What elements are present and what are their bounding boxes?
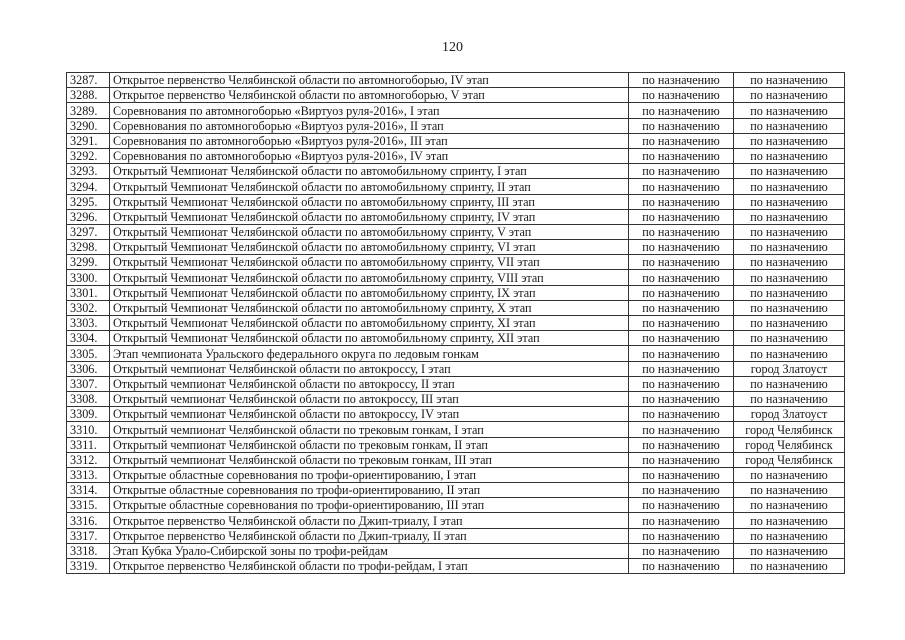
row-number: 3311. bbox=[67, 437, 110, 452]
event-location: по назначению bbox=[734, 528, 845, 543]
table-row bbox=[67, 407, 845, 422]
row-number: 3301. bbox=[67, 285, 110, 300]
event-dates: по назначению bbox=[629, 498, 734, 513]
table-row bbox=[67, 88, 845, 103]
table-row bbox=[67, 346, 845, 361]
table-row bbox=[67, 498, 845, 513]
table-row bbox=[67, 467, 845, 482]
event-dates: по назначению bbox=[629, 376, 734, 391]
table-row bbox=[67, 118, 845, 133]
event-location: город Златоуст bbox=[734, 407, 845, 422]
event-location: по назначению bbox=[734, 73, 845, 88]
row-number: 3313. bbox=[67, 467, 110, 482]
event-name: Открытые областные соревнования по трофи-ориентированию, III этап bbox=[110, 498, 629, 513]
event-location: по назначению bbox=[734, 346, 845, 361]
event-location: по назначению bbox=[734, 179, 845, 194]
event-name: Открытое первенство Челябинской области по трофи-рейдам, I этап bbox=[110, 559, 629, 574]
event-name: Открытый Чемпионат Челябинской области по автомобильному спринту, XII этап bbox=[110, 331, 629, 346]
event-name: Открытый Чемпионат Челябинской области по автомобильному спринту, VII этап bbox=[110, 255, 629, 270]
row-number: 3292. bbox=[67, 148, 110, 163]
event-location: по назначению bbox=[734, 194, 845, 209]
event-dates: по назначению bbox=[629, 164, 734, 179]
table-row bbox=[67, 103, 845, 118]
row-number: 3312. bbox=[67, 452, 110, 467]
event-location: по назначению bbox=[734, 103, 845, 118]
event-dates: по назначению bbox=[629, 209, 734, 224]
events-table-body bbox=[67, 73, 845, 574]
event-dates: по назначению bbox=[629, 559, 734, 574]
event-name: Открытое первенство Челябинской области по Джип-триалу, II этап bbox=[110, 528, 629, 543]
event-location: по назначению bbox=[734, 498, 845, 513]
event-name: Открытый чемпионат Челябинской области по трековым гонкам, III этап bbox=[110, 452, 629, 467]
event-name: Открытый чемпионат Челябинской области по автокроссу, IV этап bbox=[110, 407, 629, 422]
event-location: по назначению bbox=[734, 300, 845, 315]
row-number: 3299. bbox=[67, 255, 110, 270]
table-row bbox=[67, 270, 845, 285]
table-row bbox=[67, 73, 845, 88]
table-row bbox=[67, 148, 845, 163]
event-dates: по назначению bbox=[629, 422, 734, 437]
event-dates: по назначению bbox=[629, 452, 734, 467]
table-row bbox=[67, 194, 845, 209]
event-dates: по назначению bbox=[629, 391, 734, 406]
row-number: 3289. bbox=[67, 103, 110, 118]
event-location: по назначению bbox=[734, 224, 845, 239]
event-location: город Челябинск bbox=[734, 437, 845, 452]
event-dates: по назначению bbox=[629, 331, 734, 346]
event-name: Этап чемпионата Уральского федерального округа по ледовым гонкам bbox=[110, 346, 629, 361]
row-number: 3307. bbox=[67, 376, 110, 391]
event-dates: по назначению bbox=[629, 437, 734, 452]
row-number: 3294. bbox=[67, 179, 110, 194]
table-row bbox=[67, 452, 845, 467]
event-name: Открытый чемпионат Челябинской области по автокроссу, II этап bbox=[110, 376, 629, 391]
event-location: по назначению bbox=[734, 240, 845, 255]
table-row bbox=[67, 255, 845, 270]
row-number: 3306. bbox=[67, 361, 110, 376]
event-dates: по назначению bbox=[629, 407, 734, 422]
row-number: 3296. bbox=[67, 209, 110, 224]
table-row bbox=[67, 422, 845, 437]
row-number: 3319. bbox=[67, 559, 110, 574]
event-name: Соревнования по автомногоборью «Виртуоз руля-2016», II этап bbox=[110, 118, 629, 133]
event-location: по назначению bbox=[734, 118, 845, 133]
event-name: Открытое первенство Челябинской области по автомногоборью, V этап bbox=[110, 88, 629, 103]
event-dates: по назначению bbox=[629, 285, 734, 300]
event-dates: по назначению bbox=[629, 88, 734, 103]
event-location: по назначению bbox=[734, 391, 845, 406]
event-name: Соревнования по автомногоборью «Виртуоз руля-2016», I этап bbox=[110, 103, 629, 118]
table-row bbox=[67, 133, 845, 148]
event-dates: по назначению bbox=[629, 316, 734, 331]
row-number: 3291. bbox=[67, 133, 110, 148]
event-name: Открытый Чемпионат Челябинской области по автомобильному спринту, X этап bbox=[110, 300, 629, 315]
row-number: 3315. bbox=[67, 498, 110, 513]
event-name: Открытые областные соревнования по трофи-ориентированию, II этап bbox=[110, 483, 629, 498]
row-number: 3302. bbox=[67, 300, 110, 315]
event-name: Открытый Чемпионат Челябинской области по автомобильному спринту, VIII этап bbox=[110, 270, 629, 285]
event-dates: по назначению bbox=[629, 148, 734, 163]
event-name: Этап Кубка Урало-Сибирской зоны по трофи-рейдам bbox=[110, 543, 629, 558]
table-row bbox=[67, 285, 845, 300]
event-name: Открытый Чемпионат Челябинской области по автомобильному спринту, II этап bbox=[110, 179, 629, 194]
event-dates: по назначению bbox=[629, 118, 734, 133]
table-row bbox=[67, 559, 845, 574]
table-row bbox=[67, 391, 845, 406]
event-location: по назначению bbox=[734, 543, 845, 558]
event-dates: по назначению bbox=[629, 467, 734, 482]
event-location: по назначению bbox=[734, 559, 845, 574]
event-location: по назначению bbox=[734, 133, 845, 148]
table-row bbox=[67, 543, 845, 558]
row-number: 3293. bbox=[67, 164, 110, 179]
event-dates: по назначению bbox=[629, 224, 734, 239]
event-name: Соревнования по автомногоборью «Виртуоз руля-2016», III этап bbox=[110, 133, 629, 148]
table-row bbox=[67, 483, 845, 498]
event-dates: по назначению bbox=[629, 346, 734, 361]
row-number: 3316. bbox=[67, 513, 110, 528]
event-name: Открытый Чемпионат Челябинской области по автомобильному спринту, I этап bbox=[110, 164, 629, 179]
row-number: 3288. bbox=[67, 88, 110, 103]
event-location: по назначению bbox=[734, 255, 845, 270]
row-number: 3309. bbox=[67, 407, 110, 422]
page-number: 120 bbox=[442, 40, 463, 55]
event-name: Открытый Чемпионат Челябинской области по автомобильному спринту, III этап bbox=[110, 194, 629, 209]
row-number: 3318. bbox=[67, 543, 110, 558]
event-name: Открытые областные соревнования по трофи-ориентированию, I этап bbox=[110, 467, 629, 482]
event-name: Открытый чемпионат Челябинской области по трековым гонкам, II этап bbox=[110, 437, 629, 452]
table-row bbox=[67, 528, 845, 543]
row-number: 3297. bbox=[67, 224, 110, 239]
event-dates: по назначению bbox=[629, 528, 734, 543]
event-location: по назначению bbox=[734, 285, 845, 300]
table-row bbox=[67, 513, 845, 528]
row-number: 3305. bbox=[67, 346, 110, 361]
row-number: 3314. bbox=[67, 483, 110, 498]
event-location: по назначению bbox=[734, 513, 845, 528]
event-location: по назначению bbox=[734, 316, 845, 331]
row-number: 3303. bbox=[67, 316, 110, 331]
event-dates: по назначению bbox=[629, 543, 734, 558]
event-dates: по назначению bbox=[629, 73, 734, 88]
event-location: по назначению bbox=[734, 483, 845, 498]
event-dates: по назначению bbox=[629, 513, 734, 528]
row-number: 3298. bbox=[67, 240, 110, 255]
table-row bbox=[67, 240, 845, 255]
event-location: по назначению bbox=[734, 467, 845, 482]
event-location: по назначению bbox=[734, 376, 845, 391]
event-location: по назначению bbox=[734, 270, 845, 285]
table-row bbox=[67, 331, 845, 346]
event-dates: по назначению bbox=[629, 179, 734, 194]
event-location: по назначению bbox=[734, 88, 845, 103]
event-name: Открытый Чемпионат Челябинской области по автомобильному спринту, XI этап bbox=[110, 316, 629, 331]
table-row bbox=[67, 164, 845, 179]
row-number: 3287. bbox=[67, 73, 110, 88]
event-name: Открытый Чемпионат Челябинской области по автомобильному спринту, IV этап bbox=[110, 209, 629, 224]
row-number: 3295. bbox=[67, 194, 110, 209]
table-row bbox=[67, 209, 845, 224]
table-row bbox=[67, 300, 845, 315]
event-location: по назначению bbox=[734, 164, 845, 179]
row-number: 3300. bbox=[67, 270, 110, 285]
event-dates: по назначению bbox=[629, 361, 734, 376]
table-row bbox=[67, 361, 845, 376]
event-location: по назначению bbox=[734, 331, 845, 346]
event-dates: по назначению bbox=[629, 103, 734, 118]
table-row bbox=[67, 316, 845, 331]
event-dates: по назначению bbox=[629, 240, 734, 255]
events-table bbox=[66, 72, 845, 574]
event-dates: по назначению bbox=[629, 194, 734, 209]
event-name: Соревнования по автомногоборью «Виртуоз руля-2016», IV этап bbox=[110, 148, 629, 163]
event-location: по назначению bbox=[734, 209, 845, 224]
row-number: 3308. bbox=[67, 391, 110, 406]
event-name: Открытый чемпионат Челябинской области по автокроссу, III этап bbox=[110, 391, 629, 406]
event-dates: по назначению bbox=[629, 300, 734, 315]
event-name: Открытый чемпионат Челябинской области по трековым гонкам, I этап bbox=[110, 422, 629, 437]
row-number: 3290. bbox=[67, 118, 110, 133]
event-name: Открытое первенство Челябинской области по Джип-триалу, I этап bbox=[110, 513, 629, 528]
event-name: Открытое первенство Челябинской области по автомногоборью, IV этап bbox=[110, 73, 629, 88]
event-name: Открытый Чемпионат Челябинской области по автомобильному спринту, IX этап bbox=[110, 285, 629, 300]
event-name: Открытый чемпионат Челябинской области по автокроссу, I этап bbox=[110, 361, 629, 376]
event-location: город Златоуст bbox=[734, 361, 845, 376]
row-number: 3310. bbox=[67, 422, 110, 437]
table-row bbox=[67, 437, 845, 452]
table-row bbox=[67, 224, 845, 239]
event-location: город Челябинск bbox=[734, 422, 845, 437]
table-row bbox=[67, 179, 845, 194]
event-location: город Челябинск bbox=[734, 452, 845, 467]
event-dates: по назначению bbox=[629, 133, 734, 148]
row-number: 3304. bbox=[67, 331, 110, 346]
event-name: Открытый Чемпионат Челябинской области по автомобильному спринту, VI этап bbox=[110, 240, 629, 255]
event-dates: по назначению bbox=[629, 270, 734, 285]
table-row bbox=[67, 376, 845, 391]
event-name: Открытый Чемпионат Челябинской области по автомобильному спринту, V этап bbox=[110, 224, 629, 239]
row-number: 3317. bbox=[67, 528, 110, 543]
event-location: по назначению bbox=[734, 148, 845, 163]
event-dates: по назначению bbox=[629, 255, 734, 270]
event-dates: по назначению bbox=[629, 483, 734, 498]
